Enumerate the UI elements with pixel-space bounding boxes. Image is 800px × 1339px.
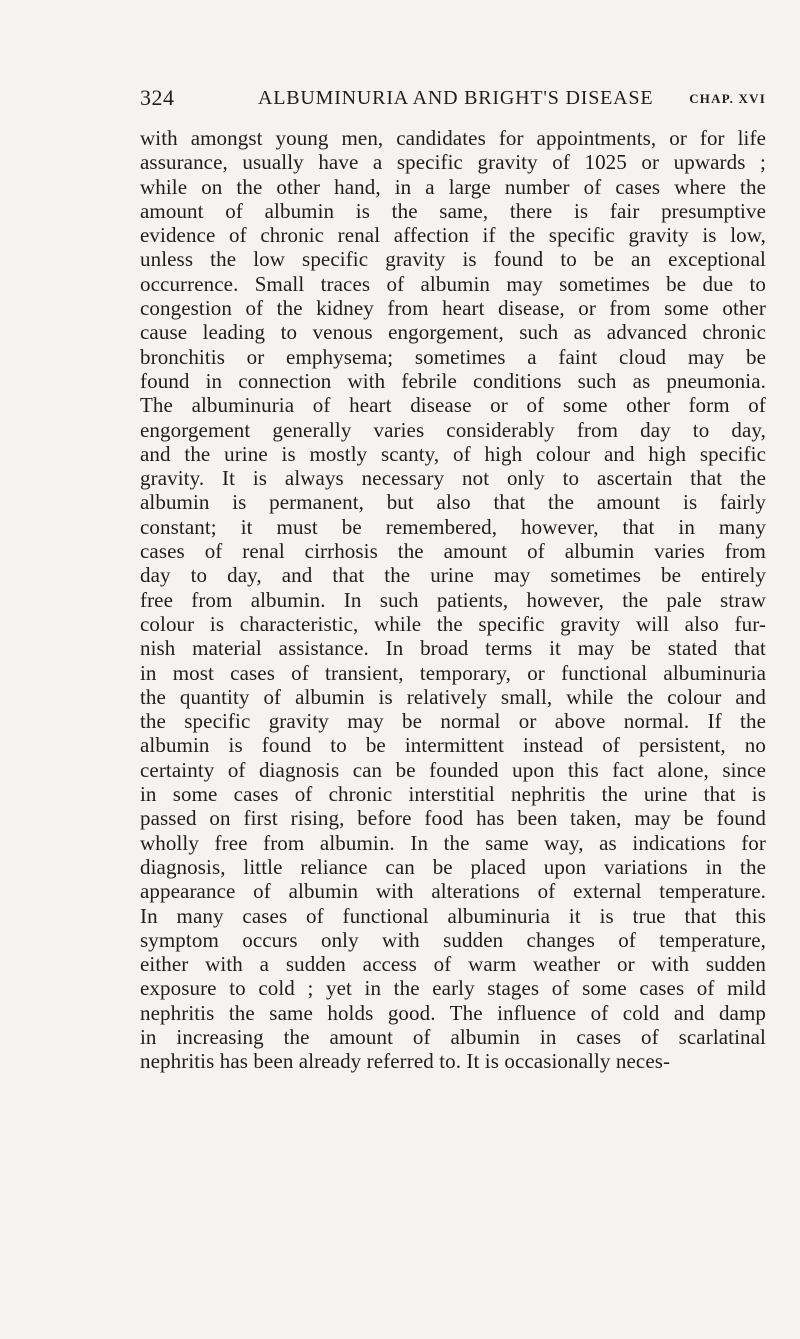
text-line: bronchitis or emphysema; sometimes a faint cloud may be xyxy=(140,344,766,369)
text-line: engorgement generally varies considerably from day to day, xyxy=(140,417,766,442)
body-text xyxy=(140,126,766,1074)
text-line: the quantity of albumin is relatively small, while the colour and xyxy=(140,684,766,709)
text-line: nephritis the same holds good. The influence of cold and damp xyxy=(140,1000,766,1025)
running-title: ALBUMINURIA AND BRIGHT'S DISEASE xyxy=(258,87,654,109)
text-line: in most cases of transient, temporary, or functional albuminuria xyxy=(140,660,766,685)
text-line: gravity. It is always necessary not only to ascertain that the xyxy=(140,466,766,491)
text-line: nish material assistance. In broad terms it may be stated that xyxy=(140,636,766,661)
text-line: and the urine is mostly scanty, of high colour and high specific xyxy=(140,441,766,466)
text-line: passed on first rising, before food has been taken, may be found xyxy=(140,806,766,831)
text-line: with amongst young men, candidates for appointments, or for life xyxy=(140,126,766,150)
text-line: In many cases of functional albuminuria it is true that this xyxy=(140,903,766,928)
text-line: found in connection with febrile conditions such as pneumonia. xyxy=(140,368,766,393)
text-line: while on the other hand, in a large number of cases where the xyxy=(140,174,766,199)
text-line: exposure to cold ; yet in the early stages of some cases of mild xyxy=(140,976,766,1001)
text-line: colour is characteristic, while the specific gravity will also fur- xyxy=(140,611,766,636)
text-line: albumin is permanent, but also that the amount is fairly xyxy=(140,490,766,515)
text-line: wholly free from albumin. In the same way, as indications for xyxy=(140,830,766,855)
text-line: symptom occurs only with sudden changes of temperature, xyxy=(140,927,766,952)
text-line: unless the low specific gravity is found to be an exceptional xyxy=(140,247,766,272)
text-line: appearance of albumin with alterations of external temperature. xyxy=(140,879,766,904)
text-line: day to day, and that the urine may sometimes be entirely xyxy=(140,563,766,588)
text-line: in some cases of chronic interstitial nephritis the urine that is xyxy=(140,782,766,807)
chapter-label: CHAP. XVI xyxy=(689,91,766,106)
text-line: evidence of chronic renal affection if the specific gravity is low, xyxy=(140,223,766,248)
text-line: free from albumin. In such patients, however, the pale straw xyxy=(140,587,766,612)
running-head xyxy=(140,84,766,112)
text-line: certainty of diagnosis can be founded upon this fact alone, since xyxy=(140,757,766,782)
text-line: congestion of the kidney from heart disease, or from some other xyxy=(140,296,766,321)
text-line: the specific gravity may be normal or above normal. If the xyxy=(140,709,766,734)
text-line: occurrence. Small traces of albumin may sometimes be due to xyxy=(140,271,766,296)
text-line: The albuminuria of heart disease or of some other form of xyxy=(140,393,766,418)
text-line: constant; it must be remembered, however, that in many xyxy=(140,514,766,539)
text-line: nephritis has been already referred to. It is occasionally neces- xyxy=(140,1049,671,1074)
text-line: in increasing the amount of albumin in cases of scarlatinal xyxy=(140,1024,766,1049)
text-line: amount of albumin is the same, there is fair presumptive xyxy=(140,198,766,223)
text-line: cause leading to venous engorgement, such as advanced chronic xyxy=(140,320,766,345)
text-line: albumin is found to be intermittent instead of persistent, no xyxy=(140,733,766,758)
text-line: either with a sudden access of warm weather or with sudden xyxy=(140,952,766,977)
text-line: diagnosis, little reliance can be placed upon variations in the xyxy=(140,854,766,879)
text-line: cases of renal cirrhosis the amount of albumin varies from xyxy=(140,539,766,564)
page-number: 324 xyxy=(140,85,175,110)
text-line: assurance, usually have a specific gravity of 1025 or upwards ; xyxy=(140,150,766,175)
